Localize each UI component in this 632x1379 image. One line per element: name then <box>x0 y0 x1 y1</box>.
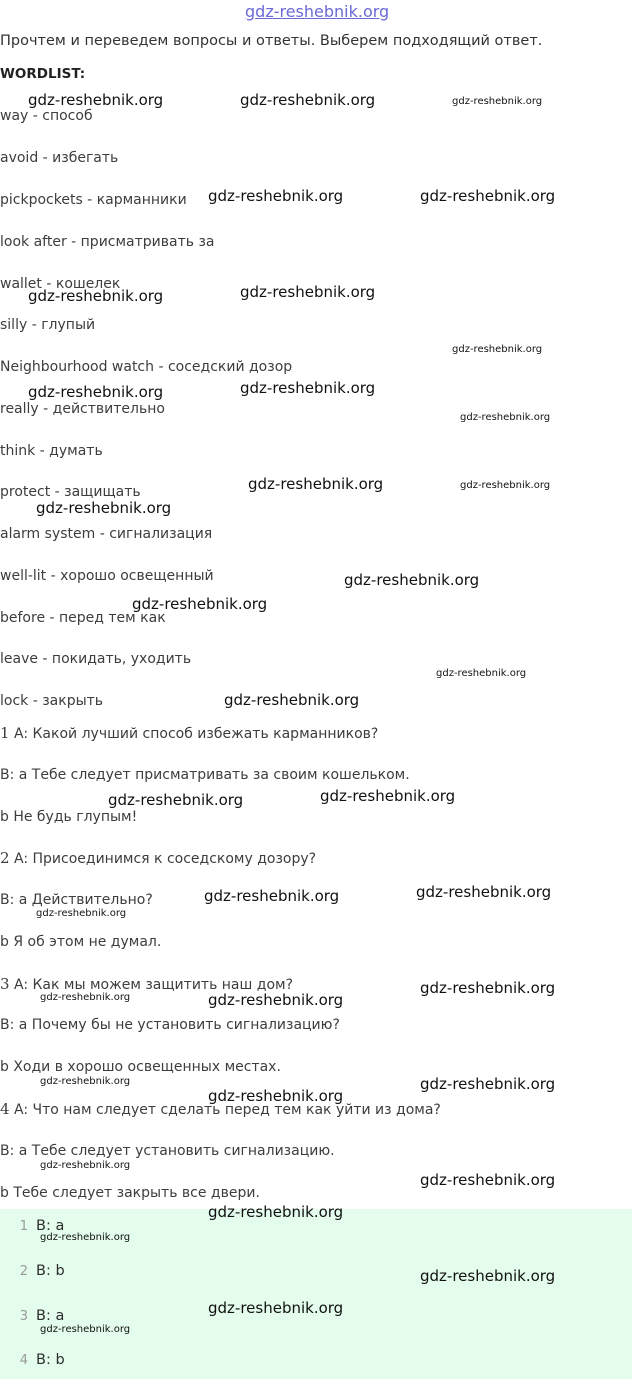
watermark: gdz-reshebnik.org <box>452 96 543 107</box>
wordlist-item: silly - глупый <box>0 317 96 333</box>
watermark: gdz-reshebnik.org <box>28 91 164 109</box>
watermark: gdz-reshebnik.org <box>420 979 556 997</box>
option-b: b Я об этом не думал. <box>0 934 162 950</box>
answer-number: 3 <box>19 1309 28 1324</box>
watermark: gdz-reshebnik.org <box>240 379 376 397</box>
watermark: gdz-reshebnik.org <box>240 283 376 301</box>
watermark: gdz-reshebnik.org <box>240 91 376 109</box>
watermark: gdz-reshebnik.org <box>460 480 551 491</box>
answer-number: 4 <box>19 1353 28 1368</box>
wordlist-item: pickpockets - карманники <box>0 192 187 208</box>
option-a: B: a Тебе следует присматривать за своим кошельком. <box>0 767 410 783</box>
option-a: B: a Тебе следует установить сигнализацию. <box>0 1143 335 1159</box>
watermark: gdz-reshebnik.org <box>420 1075 556 1093</box>
question-number: 1 <box>0 724 10 742</box>
watermark: gdz-reshebnik.org <box>420 1267 556 1285</box>
watermark: gdz-reshebnik.org <box>460 412 551 423</box>
site-title[interactable]: gdz-reshebnik.org <box>245 2 390 21</box>
wordlist-item: think - думать <box>0 443 103 459</box>
question-text: A: Как мы можем защитить наш дом? <box>9 977 293 993</box>
wordlist-item: leave - покидать, уходить <box>0 651 192 667</box>
option-b: b Тебе следует закрыть все двери. <box>0 1185 260 1201</box>
answer-number: 2 <box>19 1264 28 1279</box>
answer-text: B: b <box>36 1263 65 1279</box>
answer-text: B: a <box>36 1218 65 1234</box>
wordlist-item: avoid - избегать <box>0 150 119 166</box>
wordlist-item: way - способ <box>0 108 93 124</box>
wordlist-item: lock - закрыть <box>0 693 104 709</box>
question-number: 3 <box>0 975 10 993</box>
answer-text: B: a <box>36 1308 65 1324</box>
watermark: gdz-reshebnik.org <box>204 887 340 905</box>
wordlist-heading: WORDLIST: <box>0 66 86 82</box>
watermark: gdz-reshebnik.org <box>40 1160 131 1171</box>
wordlist-item: protect - защищать <box>0 484 141 500</box>
watermark: gdz-reshebnik.org <box>208 1203 344 1221</box>
watermark: gdz-reshebnik.org <box>224 691 360 709</box>
watermark: gdz-reshebnik.org <box>40 1324 131 1335</box>
wordlist-item: wallet - кошелек <box>0 276 121 292</box>
watermark: gdz-reshebnik.org <box>28 287 164 305</box>
question-1 <box>0 724 378 742</box>
watermark: gdz-reshebnik.org <box>36 499 172 517</box>
watermark: gdz-reshebnik.org <box>36 908 127 919</box>
watermark: gdz-reshebnik.org <box>420 1171 556 1189</box>
question-text: A: Какой лучший способ избежать карманников? <box>9 726 379 742</box>
watermark: gdz-reshebnik.org <box>436 668 527 679</box>
answer-text: B: b <box>36 1352 65 1368</box>
answer-row <box>0 1308 64 1324</box>
question-2 <box>0 849 316 867</box>
answer-number: 1 <box>19 1219 28 1234</box>
question-text: A: Присоединимся к соседскому дозору? <box>9 851 317 867</box>
watermark: gdz-reshebnik.org <box>416 883 552 901</box>
wordlist-item: look after - присматривать за <box>0 234 215 250</box>
watermark: gdz-reshebnik.org <box>208 187 344 205</box>
watermark: gdz-reshebnik.org <box>40 1076 131 1087</box>
answer-row <box>0 1263 65 1279</box>
watermark: gdz-reshebnik.org <box>28 383 164 401</box>
question-text: A: Что нам следует сделать перед тем как уйти из дома? <box>9 1102 441 1118</box>
question-number: 2 <box>0 849 10 867</box>
wordlist-item: really - действительно <box>0 401 165 417</box>
intro-text: Прочтем и переведем вопросы и ответы. Выберем подходящий ответ. <box>0 33 543 49</box>
wordlist-item: well-lit - хорошо освещенный <box>0 568 214 584</box>
watermark: gdz-reshebnik.org <box>208 991 344 1009</box>
option-b: b Ходи в хорошо освещенных местах. <box>0 1059 281 1075</box>
option-b: b Не будь глупым! <box>0 809 138 825</box>
watermark: gdz-reshebnik.org <box>40 992 131 1003</box>
watermark: gdz-reshebnik.org <box>452 344 543 355</box>
watermark: gdz-reshebnik.org <box>208 1299 344 1317</box>
question-number: 4 <box>0 1100 10 1118</box>
watermark: gdz-reshebnik.org <box>40 1232 131 1243</box>
option-a: B: a Действительно? <box>0 892 153 908</box>
wordlist-item: alarm system - сигнализация <box>0 526 213 542</box>
watermark: gdz-reshebnik.org <box>420 187 556 205</box>
answer-row <box>0 1352 65 1368</box>
watermark: gdz-reshebnik.org <box>132 595 268 613</box>
wordlist-item: Neighbourhood watch - соседский дозор <box>0 359 293 375</box>
option-a: B: a Почему бы не установить сигнализацию? <box>0 1017 340 1033</box>
wordlist-item: before - перед тем как <box>0 610 166 626</box>
watermark: gdz-reshebnik.org <box>248 475 384 493</box>
watermark: gdz-reshebnik.org <box>208 1087 344 1105</box>
watermark: gdz-reshebnik.org <box>344 571 480 589</box>
watermark: gdz-reshebnik.org <box>320 787 456 805</box>
watermark: gdz-reshebnik.org <box>108 791 244 809</box>
